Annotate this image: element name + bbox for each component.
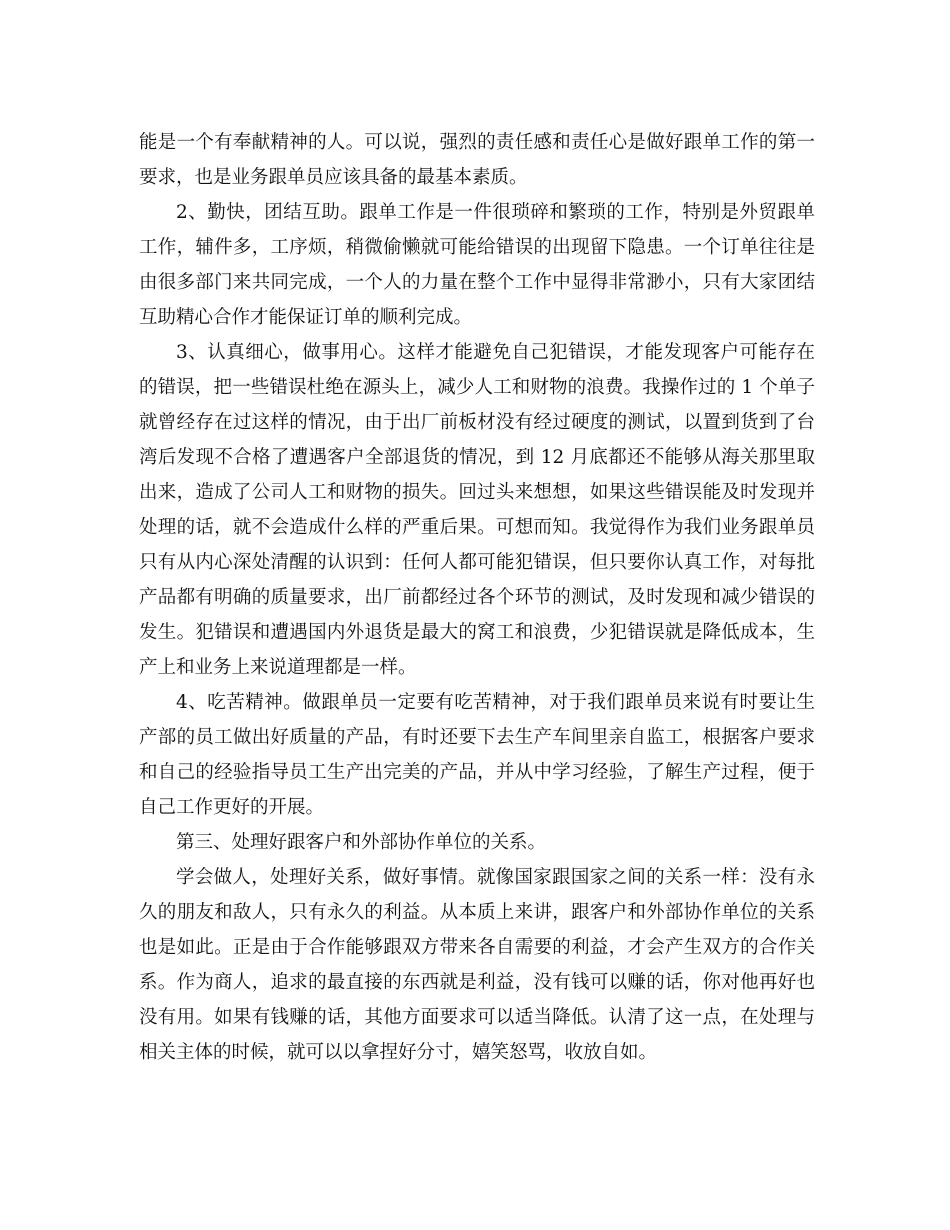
text-line: 第三、处理好跟客户和外部协作单位的关系。 — [176, 832, 547, 853]
text-line: 自己工作更好的开展。 — [139, 797, 325, 818]
text-line: 和自己的经验指导员工生产出完美的产品，并从中学习经验，了解生产过程，便于 — [139, 762, 815, 783]
text-line: 只有从内心深处清醒的认识到：任何人都可能犯错误，但只要你认真工作，对每批 — [139, 552, 815, 573]
text-line: 系。作为商人，追求的最直接的东西就是利益，没有钱可以赚的话，你对他再好也 — [139, 972, 815, 993]
text-line: 互助精心合作才能保证订单的顺利完成。 — [139, 307, 473, 328]
text-line: 发生。犯错误和遭遇国内外退货是最大的窝工和浪费，少犯错误就是降低成本，生 — [139, 622, 815, 643]
text-line: 就曾经存在过这样的情况，由于出厂前板材没有经过硬度的测试，以置到货到了台 — [139, 412, 815, 433]
document-body — [139, 125, 815, 1070]
text-line: 久的朋友和敌人，只有永久的利益。从本质上来讲，跟客户和外部协作单位的关系 — [139, 902, 815, 923]
paragraph — [139, 195, 815, 335]
text-line: 2、勤快，团结互助。跟单工作是一件很琐碎和繁琐的工作，特别是外贸跟单 — [176, 202, 815, 223]
paragraph — [139, 125, 815, 195]
text-line: 由很多部门来共同完成，一个人的力量在整个工作中显得非常渺小，只有大家团结 — [139, 272, 815, 293]
paragraph — [139, 860, 815, 1070]
text-line: 工作，辅件多，工序烦，稍微偷懒就可能给错误的出现留下隐患。一个订单往往是 — [139, 237, 815, 258]
paragraph — [139, 685, 815, 825]
text-line: 产上和业务上来说道理都是一样。 — [139, 657, 417, 678]
text-line: 产部的员工做出好质量的产品，有时还要下去生产车间里亲自监工，根据客户要求 — [139, 727, 815, 748]
text-line: 湾后发现不合格了遭遇客户全部退货的情况，到 12 月底都还不能够从海关那里取 — [139, 447, 815, 468]
text-line: 产品都有明确的质量要求，出厂前都经过各个环节的测试，及时发现和减少错误的 — [139, 587, 815, 608]
text-line: 相关主体的时候，就可以以拿捏好分寸，嬉笑怒骂，收放自如。 — [139, 1042, 658, 1063]
text-line: 的错误，把一些错误杜绝在源头上，减少人工和财物的浪费。我操作过的 1 个单子 — [139, 377, 815, 398]
text-line: 学会做人，处理好关系，做好事情。就像国家跟国家之间的关系一样：没有永 — [176, 867, 815, 888]
text-line: 处理的话，就不会造成什么样的严重后果。可想而知。我觉得作为我们业务跟单员 — [139, 517, 815, 538]
text-line: 也是如此。正是由于合作能够跟双方带来各自需要的利益，才会产生双方的合作关 — [139, 937, 815, 958]
paragraph — [139, 825, 815, 860]
text-line: 出来，造成了公司人工和财物的损失。回过头来想想，如果这些错误能及时发现并 — [139, 482, 815, 503]
paragraph — [139, 335, 815, 685]
text-line: 能是一个有奉献精神的人。可以说，强烈的责任感和责任心是做好跟单工作的第一 — [139, 132, 815, 153]
text-line: 3、认真细心，做事用心。这样才能避免自己犯错误，才能发现客户可能存在 — [176, 342, 815, 363]
text-line: 没有用。如果有钱赚的话，其他方面要求可以适当降低。认清了这一点，在处理与 — [139, 1007, 815, 1028]
text-line: 4、吃苦精神。做跟单员一定要有吃苦精神，对于我们跟单员来说有时要让生 — [176, 692, 815, 713]
text-line: 要求，也是业务跟单员应该具备的最基本素质。 — [139, 167, 528, 188]
